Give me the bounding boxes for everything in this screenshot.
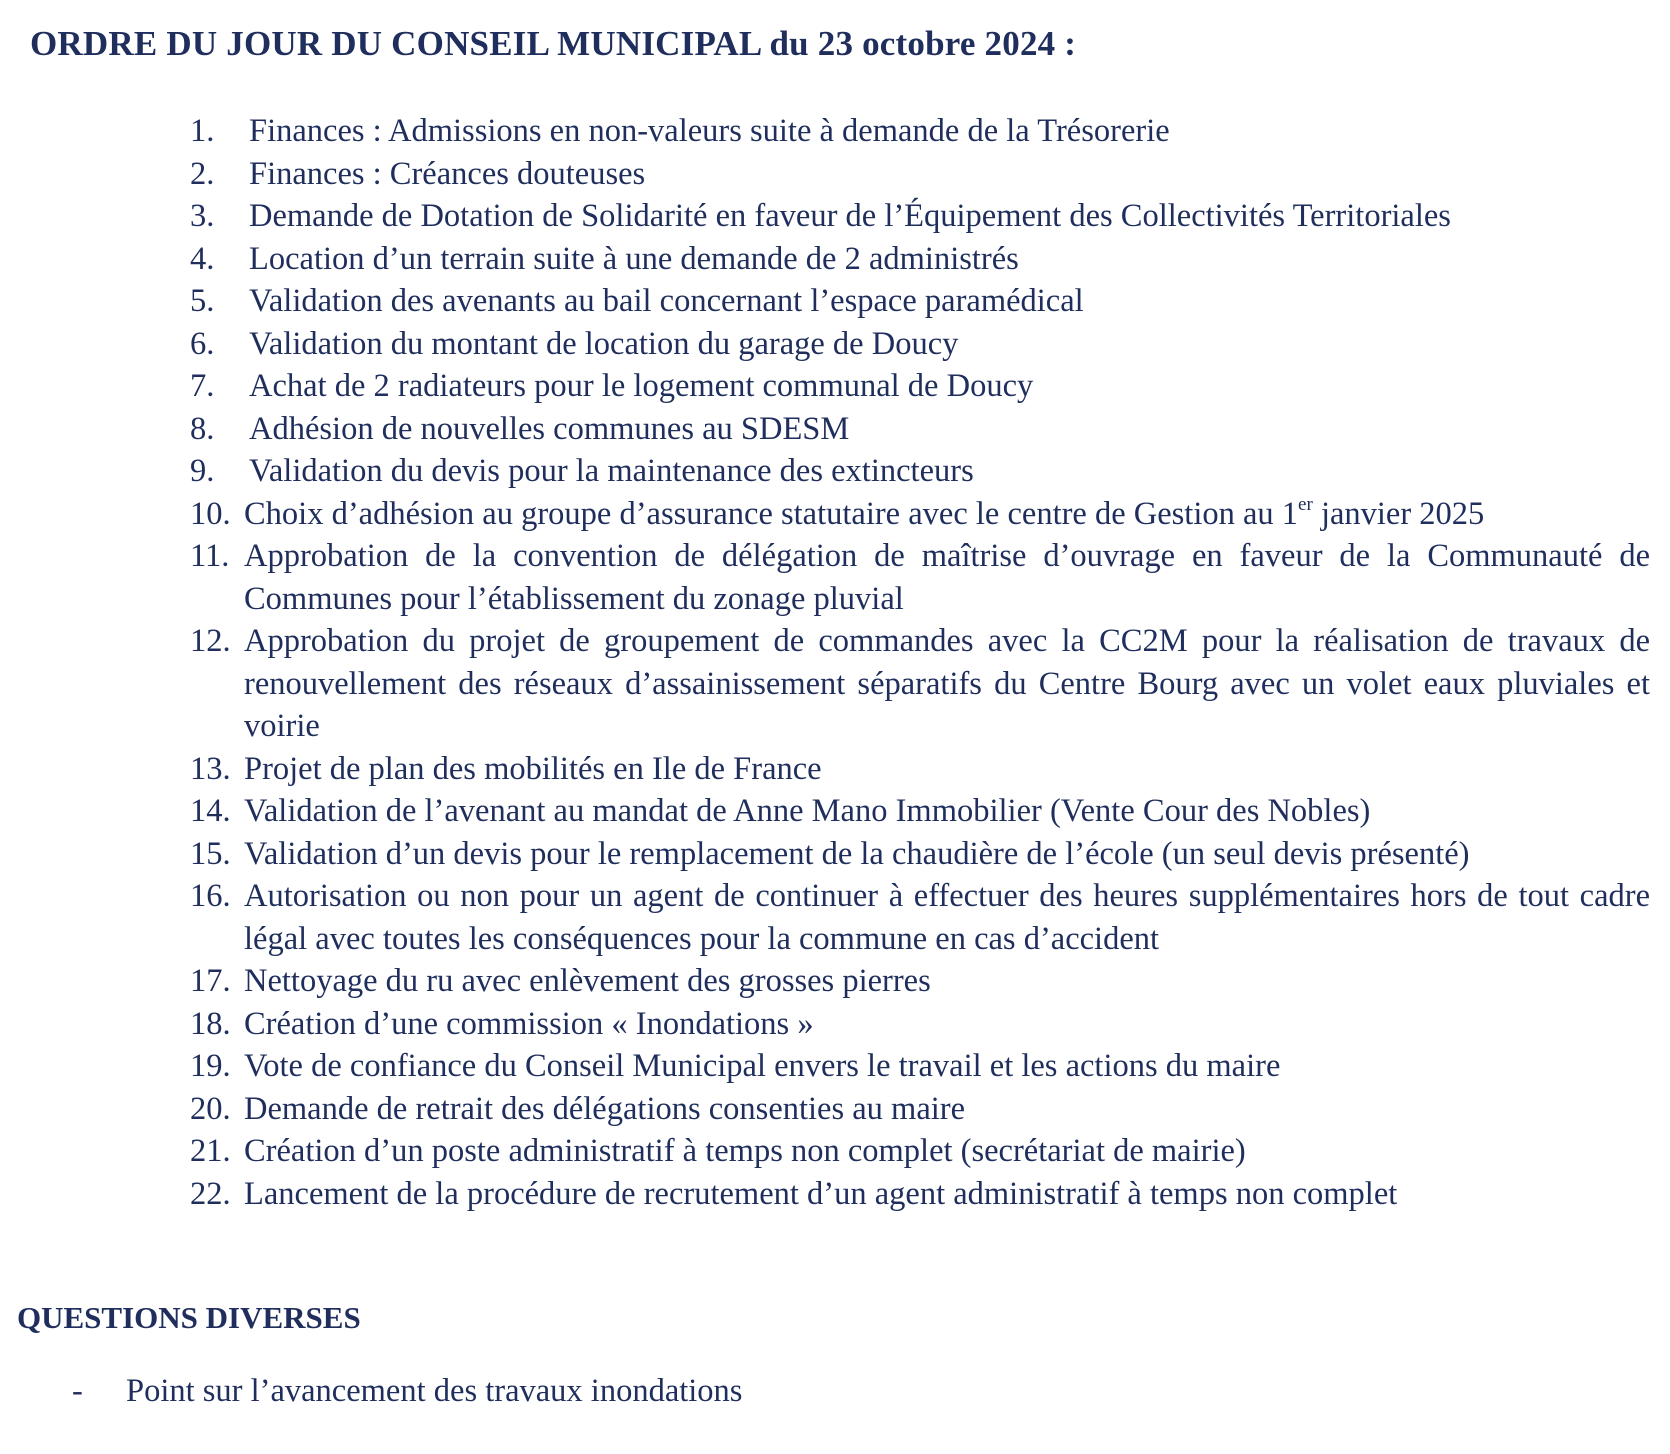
agenda-item-text: Vote de confiance du Conseil Municipal envers le travail et les actions du maire — [244, 1048, 1281, 1084]
agenda-item-number: 20. — [190, 1090, 231, 1127]
agenda-item — [190, 110, 1650, 153]
agenda-item-text: Nettoyage du ru avec enlèvement des grosses pierres — [244, 963, 931, 999]
agenda-item-number: 4. — [190, 240, 215, 277]
question-text: Point sur l’avancement des travaux inondations — [126, 1373, 743, 1409]
agenda-item-text: Lancement de la procédure de recrutement d’un agent administratif à temps non complet — [244, 1175, 1398, 1212]
agenda-item-number: 6. — [190, 325, 215, 362]
agenda-item-number: 3. — [190, 198, 215, 234]
agenda-item — [190, 238, 1650, 281]
agenda-item — [190, 790, 1650, 833]
agenda-item — [190, 1045, 1650, 1088]
agenda-item-number: 19. — [190, 1048, 231, 1084]
agenda-item — [190, 450, 1650, 493]
agenda-item-text — [244, 493, 1650, 536]
agenda-item-text: Approbation du projet de groupement de commandes avec la CC2M pour la réalisation de travaux de renouvellement des réseaux d’assainissement séparatifs du Centre Bourg avec un volet eaux pluviales et voirie — [244, 623, 1650, 744]
agenda-item — [190, 960, 1650, 1003]
agenda-item-text: Validation du devis pour la maintenance des extincteurs — [249, 453, 974, 489]
page-title: ORDRE DU JOUR DU CONSEIL MUNICIPAL du 23 octobre 2024 : — [30, 24, 1077, 63]
agenda-item-number: 9. — [190, 453, 215, 489]
agenda-item-number: 10. — [190, 495, 231, 532]
agenda-item — [190, 535, 1650, 620]
agenda-item-text: Création d’une commission « Inondations » — [244, 1005, 814, 1042]
agenda-item-text: Achat de 2 radiateurs pour le logement communal de Doucy — [249, 368, 1034, 404]
agenda-item-text-start: Choix d’adhésion au groupe d’assurance statutaire avec le centre de Gestion au 1 — [244, 495, 1299, 532]
agenda-item — [190, 153, 1650, 196]
agenda-item-text: Finances : Créances douteuses — [249, 155, 646, 192]
agenda-item — [190, 408, 1650, 451]
questions-diverses-heading: QUESTIONS DIVERSES — [17, 1300, 361, 1335]
dash-bullet: - — [72, 1373, 83, 1409]
agenda-item — [190, 620, 1650, 748]
agenda-item-number: 21. — [190, 1133, 231, 1169]
agenda-item-number: 16. — [190, 878, 231, 914]
agenda-item-text: Validation des avenants au bail concernant l’espace paramédical — [249, 283, 1084, 319]
agenda-item-number: 17. — [190, 963, 231, 999]
agenda-item-text: Demande de Dotation de Solidarité en faveur de l’Équipement des Collectivités Territoriales — [249, 198, 1451, 234]
agenda-item-text: Validation du montant de location du garage de Doucy — [249, 325, 959, 362]
agenda-item-text: Demande de retrait des délégations consenties au maire — [244, 1090, 966, 1127]
agenda-item-number: 14. — [190, 793, 231, 829]
question-item — [72, 1370, 742, 1412]
agenda-item-number: 5. — [190, 283, 215, 319]
questions-list — [72, 1370, 742, 1412]
agenda-item — [190, 1088, 1650, 1131]
agenda-item-number: 18. — [190, 1005, 231, 1042]
agenda-item-text-end: janvier 2025 — [1312, 495, 1485, 532]
agenda-item-text: Projet de plan des mobilités en Ile de France — [244, 750, 822, 787]
agenda-item-text: Validation de l’avenant au mandat de Anne Mano Immobilier (Vente Cour des Nobles) — [244, 793, 1371, 829]
agenda-item-number: 2. — [190, 155, 215, 192]
agenda-item — [190, 493, 1650, 536]
agenda-item — [190, 748, 1650, 791]
agenda-item-number: 22. — [190, 1175, 231, 1212]
agenda-item-text: Création d’un poste administratif à temps non complet (secrétariat de mairie) — [244, 1133, 1246, 1169]
agenda-item — [190, 1003, 1650, 1046]
agenda-item — [190, 365, 1650, 408]
agenda-item-number: 15. — [190, 835, 231, 872]
agenda-item-text: Adhésion de nouvelles communes au SDESM — [249, 410, 850, 447]
agenda-item-number: 7. — [190, 368, 215, 404]
agenda-item-text: Location d’un terrain suite à une demande de 2 administrés — [249, 240, 1019, 277]
agenda-item-text: Approbation de la convention de délégation de maîtrise d’ouvrage en faveur de la Communauté de Communes pour l’établissement du zonage pluvial — [244, 538, 1650, 617]
agenda-item-text: Validation d’un devis pour le remplacement de la chaudière de l’école (un seul devis présenté) — [244, 835, 1470, 872]
agenda-item — [190, 280, 1650, 323]
ordinal-superscript: er — [1298, 493, 1313, 515]
agenda-list — [190, 110, 1650, 1215]
agenda-item-text: Autorisation ou non pour un agent de continuer à effectuer des heures supplémentaires hors de tout cadre légal avec toutes les conséquences pour la commune en cas d’accident — [244, 878, 1650, 957]
agenda-item-number: 13. — [190, 750, 231, 787]
agenda-item-text: Finances : Admissions en non-valeurs suite à demande de la Trésorerie — [249, 113, 1170, 149]
agenda-item — [190, 875, 1650, 960]
agenda-item-number: 8. — [190, 410, 215, 447]
agenda-item-number: 11. — [190, 538, 230, 574]
agenda-item — [190, 1173, 1650, 1216]
agenda-item — [190, 195, 1650, 238]
agenda-item-number: 12. — [190, 623, 231, 659]
agenda-item-number: 1. — [190, 113, 215, 149]
agenda-item — [190, 833, 1650, 876]
agenda-item — [190, 1130, 1650, 1173]
agenda-item — [190, 323, 1650, 366]
